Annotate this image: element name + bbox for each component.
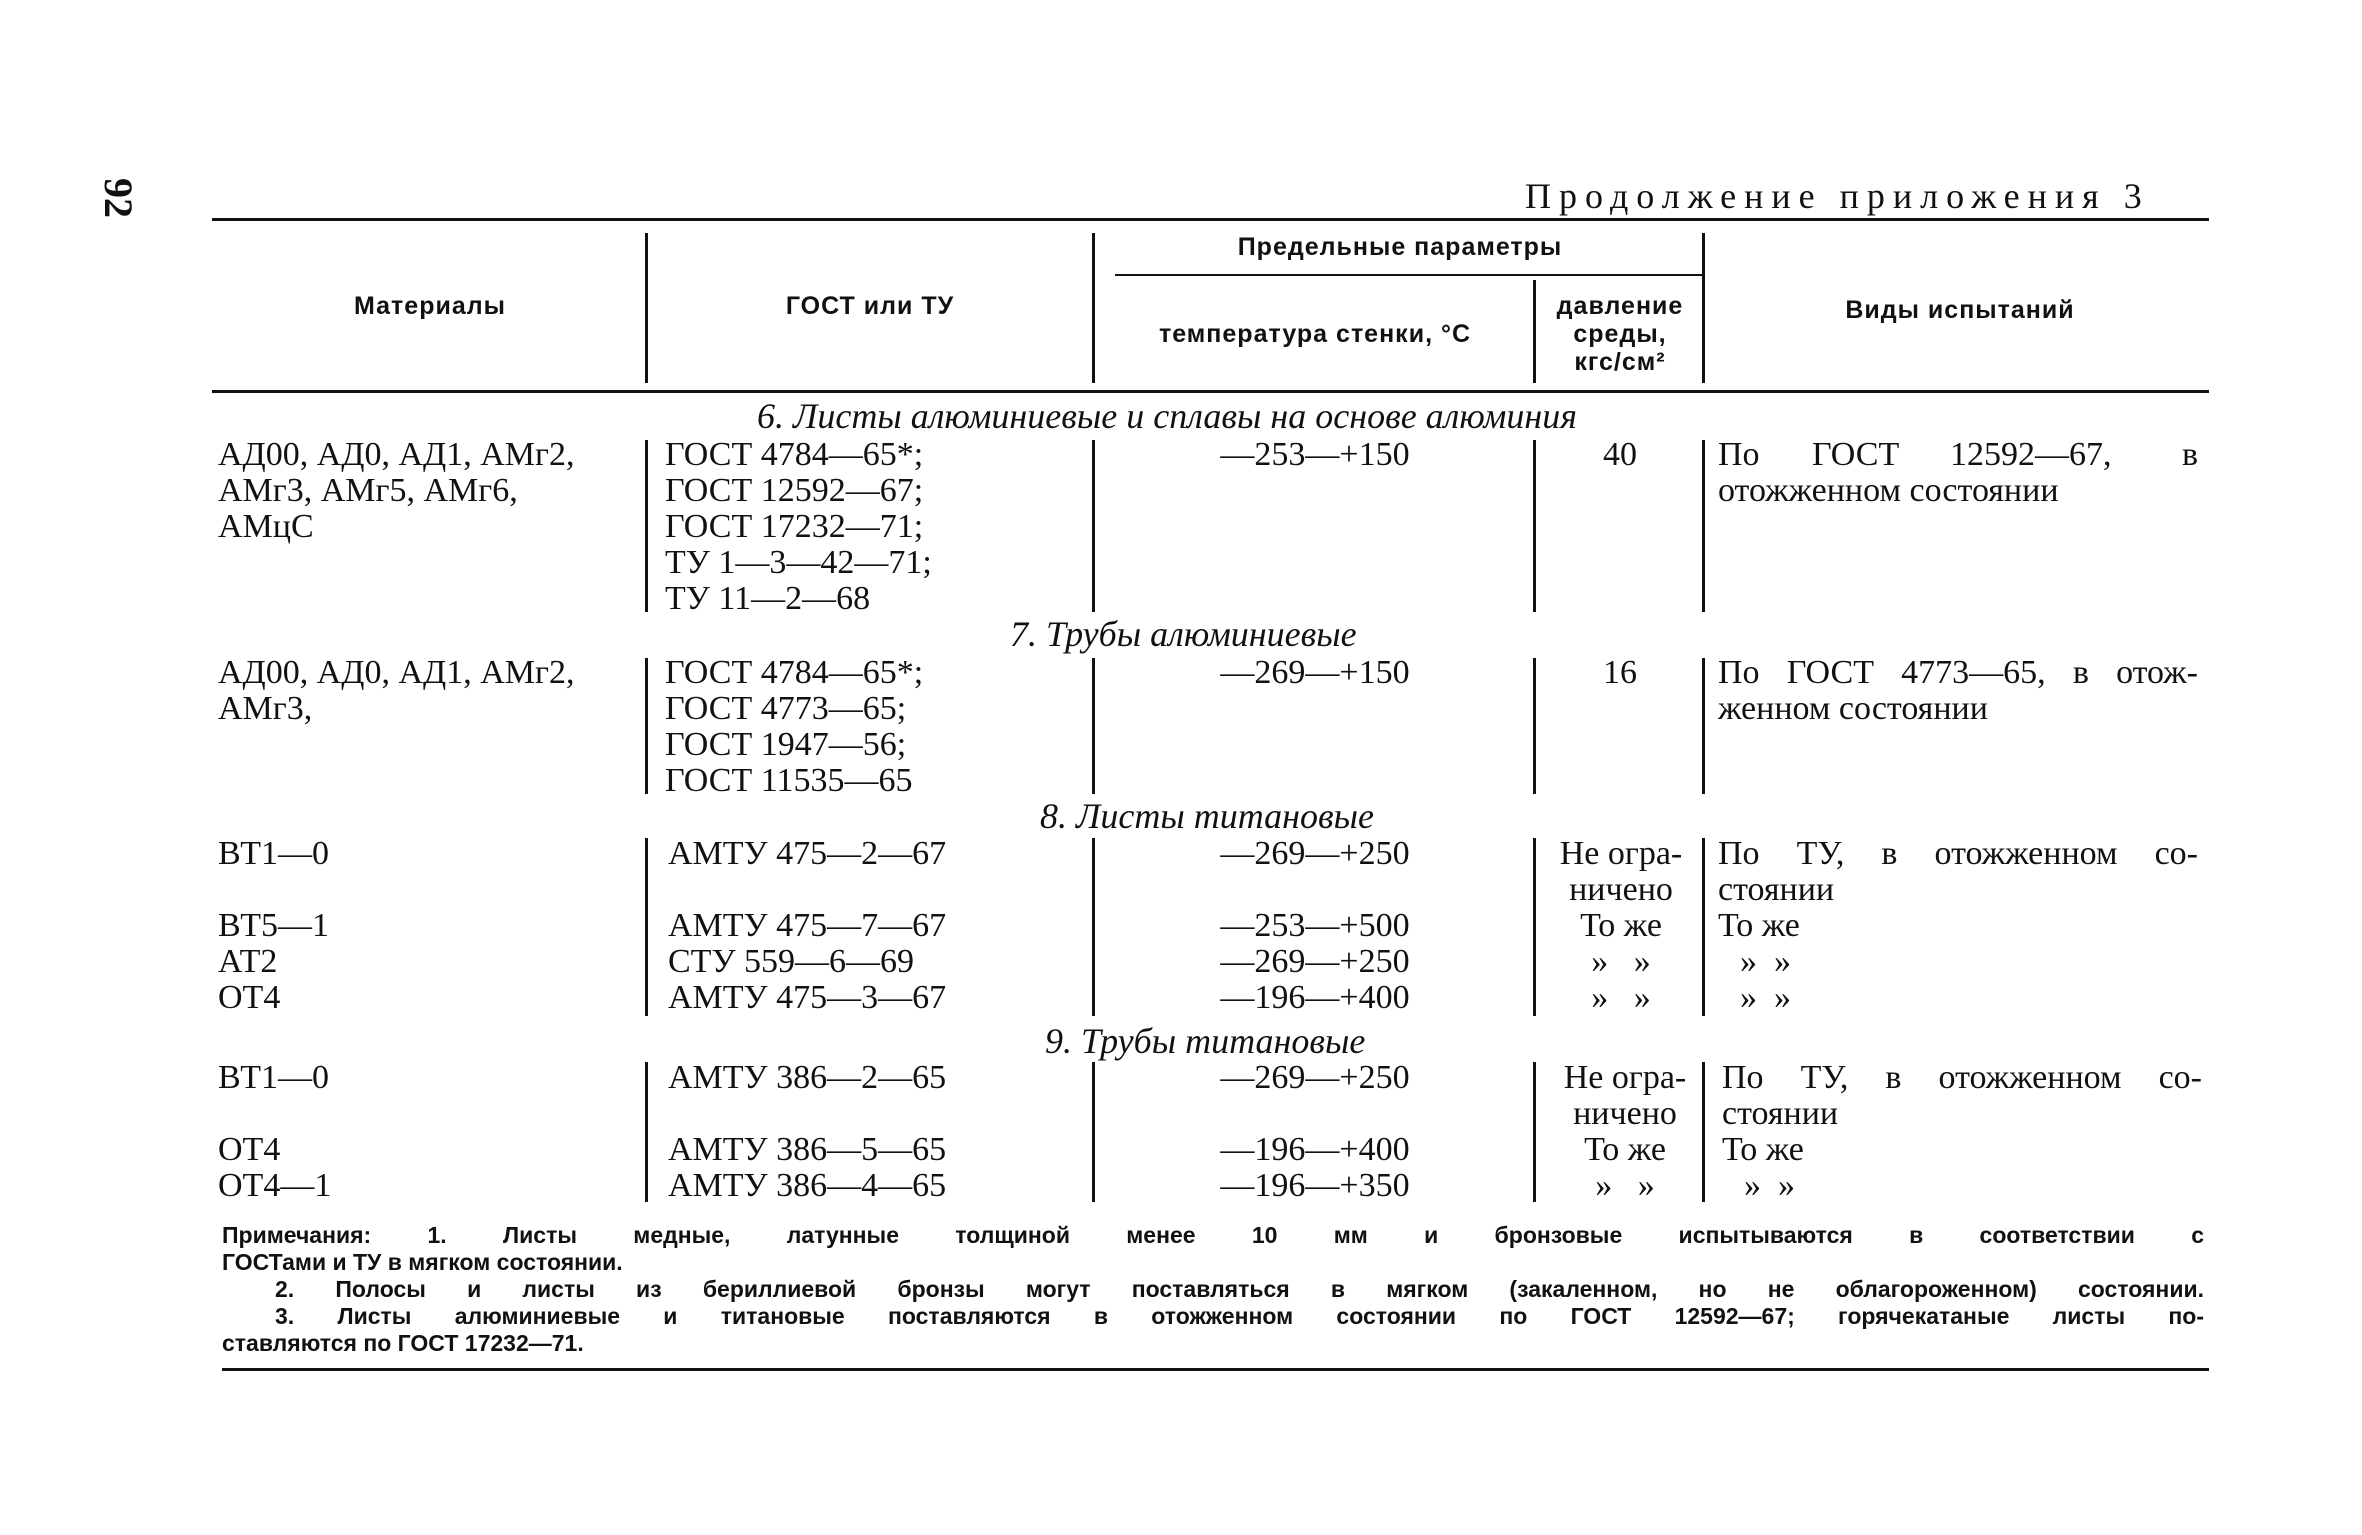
gost-cell: АМТУ 386—5—65 [668,1131,947,1168]
header-divider [1092,233,1095,383]
header-pressure: давление [1556,292,1684,320]
temperature-cell: —253—+500 [1220,907,1410,944]
header-pressure-unit: кгс/см² [1574,348,1666,376]
row-divider [1533,440,1536,612]
header-limits: Предельные параметры [1237,233,1563,261]
temperature-cell: —269—+250 [1220,835,1410,872]
tests-cell: По [1718,436,1760,473]
notes-line: Примечания: 1. Листы медные, латунные толщиной менее 10 мм и бронзовые испытываются в соответствии с [222,1222,2204,1248]
page-number: 92 [96,178,141,218]
material-cell: ВТ1—0 [218,1059,329,1096]
continuation-title: Продолжение приложения 3 [1525,176,2150,216]
gost-cell: ГОСТ 4784—65*; [665,654,924,691]
gost-cell: ГОСТ 1947—56; [665,726,907,763]
row-divider [1092,838,1095,1016]
row-divider [1533,838,1536,1016]
tests-cell: По ТУ, в отожженном со- [1722,1059,2202,1096]
gost-cell: ГОСТ 11535—65 [665,762,913,799]
gost-cell: АМТУ 475—3—67 [668,979,947,1016]
row-divider [1533,1062,1536,1202]
gost-cell: ТУ 11—2—68 [665,580,871,617]
row-divider [1092,658,1095,794]
material-cell: ОТ4 [218,979,281,1016]
tests-cell: » » [1740,943,1791,980]
gost-cell: ГОСТ 12592—67; [665,472,924,509]
limits-divider [1115,274,1705,276]
section-title: 8. Листы титановые [1040,796,1375,836]
section-title: 9. Трубы титановые [1045,1021,1366,1061]
material-cell: АТ2 [218,943,278,980]
material-cell: АД00, АД0, АД1, АМг2, [218,654,575,691]
gost-cell: ГОСТ 4784—65*; [665,436,924,473]
material-cell: ВТ5—1 [218,907,329,944]
temperature-cell: —196—+400 [1220,1131,1410,1168]
section-title: 7. Трубы алюминиевые [1010,614,1357,654]
pressure-cell: » » [1591,943,1651,980]
material-cell: АМг3, [218,690,313,727]
header-gost: ГОСТ или ТУ [785,292,955,320]
header-bottom-rule [212,390,2209,393]
tests-cell: » » [1740,979,1791,1016]
temperature-cell: —196—+350 [1220,1167,1410,1204]
gost-cell: ГОСТ 17232—71; [665,508,924,545]
temperature-cell: —196—+400 [1220,979,1410,1016]
notes-line: 2. Полосы и листы из бериллиевой бронзы могут поставляться в мягком (закаленном, но не облагороженном) состоянии. [275,1276,2204,1302]
material-cell: АД00, АД0, АД1, АМг2, [218,436,575,473]
tests-cell: То же [1718,907,1800,944]
header-divider [1702,233,1705,383]
tests-cell: женном состоянии [1718,690,1988,727]
header-tests: Виды испытаний [1845,296,2075,324]
material-cell: ОТ4—1 [218,1167,332,1204]
header-divider [1533,280,1536,383]
pressure-cell: 40 [1603,436,1637,473]
tests-cell: стоянии [1722,1095,1839,1132]
gost-cell: АМТУ 386—4—65 [668,1167,947,1204]
pressure-cell: Не огра- [1563,1059,1687,1096]
header-pressure: среды, [1573,320,1667,348]
gost-cell: АМТУ 475—2—67 [668,835,947,872]
row-divider [1702,440,1705,612]
gost-cell: ТУ 1—3—42—71; [665,544,932,581]
section-title: 6. Листы алюминиевые и сплавы на основе алюминия [757,396,1577,436]
gost-cell: СТУ 559—6—69 [668,943,915,980]
gost-cell: ГОСТ 4773—65; [665,690,907,727]
tests-cell: в [2182,436,2199,473]
gost-cell: АМТУ 475—7—67 [668,907,947,944]
row-divider [1092,440,1095,612]
tests-cell: По ТУ, в отожженном со- [1718,835,2198,872]
temperature-cell: —269—+250 [1220,1059,1410,1096]
row-divider [1702,658,1705,794]
notes-line: ГОСТами и ТУ в мягком состоянии. [222,1249,623,1275]
tests-cell: » » [1744,1167,1795,1204]
pressure-cell: ничено [1569,871,1673,908]
tests-cell: ГОСТ [1812,436,1900,473]
row-divider [645,1062,648,1202]
row-divider [645,658,648,794]
pressure-cell: 16 [1603,654,1637,691]
tests-cell: 12592—67, [1950,436,2112,473]
pressure-cell: ничено [1573,1095,1677,1132]
tests-cell: По ГОСТ 4773—65, в отож- [1718,654,2198,691]
pressure-cell: То же [1584,1131,1666,1168]
notes-line: ставляются по ГОСТ 17232—71. [222,1330,584,1356]
material-cell: ОТ4 [218,1131,281,1168]
pressure-cell: Не огра- [1559,835,1683,872]
table-top-rule [212,218,2209,221]
gost-cell: АМТУ 386—2—65 [668,1059,947,1096]
header-temperature: температура стенки, °С [1158,320,1472,348]
row-divider [1533,658,1536,794]
material-cell: АМцС [218,508,314,545]
tests-cell: стоянии [1718,871,1835,908]
material-cell: АМг3, АМг5, АМг6, [218,472,518,509]
pressure-cell: » » [1595,1167,1655,1204]
notes-line: 3. Листы алюминиевые и титановые поставляются в отожженном состоянии по ГОСТ 12592—67; горячекатаные листы по- [275,1303,2204,1329]
temperature-cell: —253—+150 [1220,436,1410,473]
notes-bottom-rule [222,1368,2209,1371]
header-divider [645,233,648,383]
temperature-cell: —269—+150 [1220,654,1410,691]
temperature-cell: —269—+250 [1220,943,1410,980]
tests-cell: отожженном состоянии [1718,472,2059,509]
pressure-cell: » » [1591,979,1651,1016]
tests-cell: То же [1722,1131,1804,1168]
row-divider [645,440,648,612]
header-materials: Материалы [354,292,506,320]
row-divider [645,838,648,1016]
material-cell: ВТ1—0 [218,835,329,872]
pressure-cell: То же [1580,907,1662,944]
row-divider [1092,1062,1095,1202]
